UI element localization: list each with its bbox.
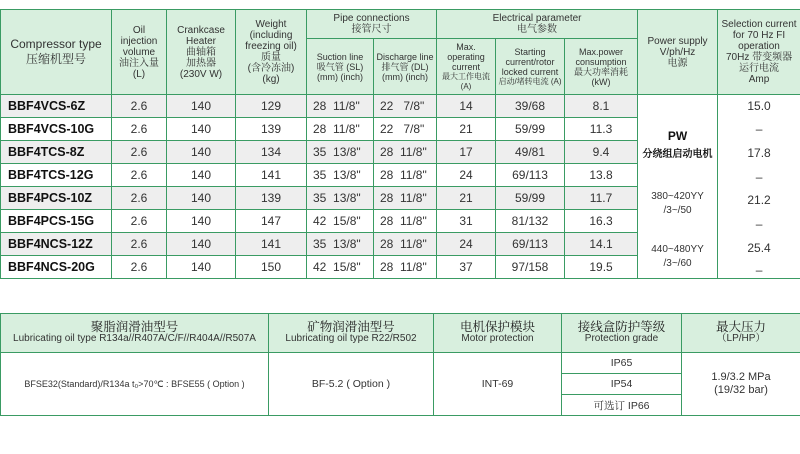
selection-value: – <box>755 122 763 136</box>
pressure-mpa: 1.9/3.2 MPa <box>711 371 771 383</box>
suction-cell: 28 11/8" <box>307 118 374 141</box>
max-operating-cell: 21 <box>437 118 496 141</box>
oil-cell: 2.6 <box>112 256 167 279</box>
protection-grade-ip65: IP65 <box>562 353 682 374</box>
suction-cell: 35 13/8" <box>307 187 374 210</box>
max-operating-cell: 31 <box>437 210 496 233</box>
weight-cell: 141 <box>236 233 307 256</box>
oil-cell: 2.6 <box>112 187 167 210</box>
max-pressure-value <box>682 353 800 416</box>
model-cell: BBF4TCS-8Z <box>1 141 112 164</box>
header-compressor-type: Compressor type 压缩机型号 <box>1 10 112 95</box>
header-max-operating-current: Max. operating current 最大工作电流 (A) <box>437 39 496 95</box>
max-power-cell: 9.4 <box>565 141 638 164</box>
starting-current-cell: 49/81 <box>496 141 565 164</box>
discharge-cell: 28 11/8" <box>374 210 437 233</box>
crank-cell: 140 <box>167 95 236 118</box>
max-power-cell: 14.1 <box>565 233 638 256</box>
crank-cell: 140 <box>167 141 236 164</box>
model-cell: BBF4PCS-15G <box>1 210 112 233</box>
crank-cell: 140 <box>167 256 236 279</box>
header-power-supply: Power supply V/ph/Hz 电源 <box>638 10 718 95</box>
header-max-power-consumption: Max.power consumption 最大功率消耗 (kW) <box>565 39 638 95</box>
header-motor-protection: 电机保护模块 Motor protection <box>434 314 562 353</box>
model-cell: BBF4NCS-12Z <box>1 233 112 256</box>
max-operating-cell: 37 <box>437 256 496 279</box>
discharge-cell: 22 7/8" <box>374 118 437 141</box>
weight-cell: 134 <box>236 141 307 164</box>
header-selection-current: Selection current for 70 Hz FI operation 70Hz 带变频器 运行电流 Amp <box>718 10 800 95</box>
max-power-cell: 11.3 <box>565 118 638 141</box>
header-oil-volume: Oil injection volume 油注入量 (L) <box>112 10 167 95</box>
suction-cell: 42 15/8" <box>307 256 374 279</box>
max-power-cell: 11.7 <box>565 187 638 210</box>
weight-cell: 129 <box>236 95 307 118</box>
model-cell: BBF4VCS-10G <box>1 118 112 141</box>
max-operating-cell: 17 <box>437 141 496 164</box>
starting-current-cell: 59/99 <box>496 187 565 210</box>
header-discharge-line: Discharge line 排气管 (DL) (mm) (inch) <box>374 39 437 95</box>
weight-cell: 150 <box>236 256 307 279</box>
selection-value: – <box>755 217 763 231</box>
max-operating-cell: 21 <box>437 187 496 210</box>
motor-protection-value: INT-69 <box>434 353 562 416</box>
selection-current-cell <box>718 95 800 279</box>
model-cell: BBF4NCS-20G <box>1 256 112 279</box>
header-max-pressure: 最大压力 （LP/HP） <box>682 314 800 353</box>
discharge-cell: 28 11/8" <box>374 187 437 210</box>
selection-value: 15.0 <box>747 99 771 113</box>
oil-cell: 2.6 <box>112 210 167 233</box>
starting-current-cell: 69/113 <box>496 233 565 256</box>
oil-cell: 2.6 <box>112 141 167 164</box>
discharge-cell: 28 11/8" <box>374 233 437 256</box>
selection-value: – <box>755 263 763 277</box>
header-weight: Weight (including freezing oil) 质量 (含冷冻油) (kg) <box>236 10 307 95</box>
header-starting-current: Starting current/rotor locked current 启动/堵转电流 (A) <box>496 39 565 95</box>
crank-cell: 140 <box>167 233 236 256</box>
pw-cn-label: 分绕组启动电机 <box>642 149 713 160</box>
discharge-cell: 28 11/8" <box>374 164 437 187</box>
model-cell: BBF4PCS-10Z <box>1 187 112 210</box>
weight-cell: 139 <box>236 118 307 141</box>
discharge-cell: 28 11/8" <box>374 256 437 279</box>
max-operating-cell: 24 <box>437 164 496 187</box>
suction-cell: 35 13/8" <box>307 164 374 187</box>
discharge-cell: 22 7/8" <box>374 95 437 118</box>
max-power-cell: 16.3 <box>565 210 638 233</box>
starting-current-cell: 39/68 <box>496 95 565 118</box>
phase-50hz: /3~/50 <box>663 205 692 216</box>
oil-cell: 2.6 <box>112 233 167 256</box>
discharge-cell: 28 11/8" <box>374 141 437 164</box>
selection-value: 17.8 <box>747 146 771 160</box>
model-cell: BBF4VCS-6Z <box>1 95 112 118</box>
oil-cell: 2.6 <box>112 118 167 141</box>
header-crankcase-heater: Crankcase Heater 曲轴箱 加热器 (230V W) <box>167 10 236 95</box>
oil-cell: 2.6 <box>112 95 167 118</box>
header-lubricating-oil-mineral: 矿物润滑油型号 Lubricating oil type R22/R502 <box>269 314 434 353</box>
weight-cell: 141 <box>236 164 307 187</box>
starting-current-cell: 59/99 <box>496 118 565 141</box>
starting-current-cell: 97/158 <box>496 256 565 279</box>
header-lubricating-oil-ester: 聚脂润滑油型号 Lubricating oil type R134a//R407A/C/F//R404A//R507A <box>1 314 269 353</box>
suction-cell: 35 13/8" <box>307 141 374 164</box>
max-operating-cell: 14 <box>437 95 496 118</box>
pw-label: PW <box>667 129 688 143</box>
crank-cell: 140 <box>167 187 236 210</box>
power-supply-cell <box>638 95 718 279</box>
header-suction-line: Suction line 吸气管 (SL) (mm) (inch) <box>307 39 374 95</box>
starting-current-cell: 81/132 <box>496 210 565 233</box>
voltage-60hz: 440~480YY <box>651 244 704 255</box>
max-operating-cell: 24 <box>437 233 496 256</box>
crank-cell: 140 <box>167 118 236 141</box>
suction-cell: 35 13/8" <box>307 233 374 256</box>
crank-cell: 140 <box>167 210 236 233</box>
header-protection-grade: 接线盒防护等级 Protection grade <box>562 314 682 353</box>
weight-cell: 147 <box>236 210 307 233</box>
weight-cell: 139 <box>236 187 307 210</box>
starting-current-cell: 69/113 <box>496 164 565 187</box>
lubricant-protection-table <box>0 313 800 416</box>
header-pipe-connections: Pipe connections 接管尺寸 <box>307 10 437 39</box>
phase-60hz: /3~/60 <box>663 258 692 269</box>
lubricating-oil-value: BFSE32(Standard)/R134a t₀>70℃ : BFSE55 ( Option ) <box>1 353 269 416</box>
pressure-bar: (19/32 bar) <box>714 384 768 396</box>
selection-value: – <box>755 170 763 184</box>
protection-grade-ip66-option: 可选订 IP66 <box>562 395 682 416</box>
suction-cell: 42 15/8" <box>307 210 374 233</box>
compressor-spec-table <box>0 9 800 279</box>
crank-cell: 140 <box>167 164 236 187</box>
max-power-cell: 19.5 <box>565 256 638 279</box>
oil-cell: 2.6 <box>112 164 167 187</box>
header-electrical-parameter: Electrical parameter 电气参数 <box>437 10 638 39</box>
mineral-oil-value: BF-5.2 ( Option ) <box>269 353 434 416</box>
voltage-50hz: 380~420YY <box>651 191 704 202</box>
table-row <box>1 95 800 118</box>
max-power-cell: 13.8 <box>565 164 638 187</box>
suction-cell: 28 11/8" <box>307 95 374 118</box>
selection-value: 25.4 <box>747 241 771 255</box>
max-power-cell: 8.1 <box>565 95 638 118</box>
protection-grade-ip54: IP54 <box>562 374 682 395</box>
model-cell: BBF4TCS-12G <box>1 164 112 187</box>
selection-value: 21.2 <box>747 193 771 207</box>
